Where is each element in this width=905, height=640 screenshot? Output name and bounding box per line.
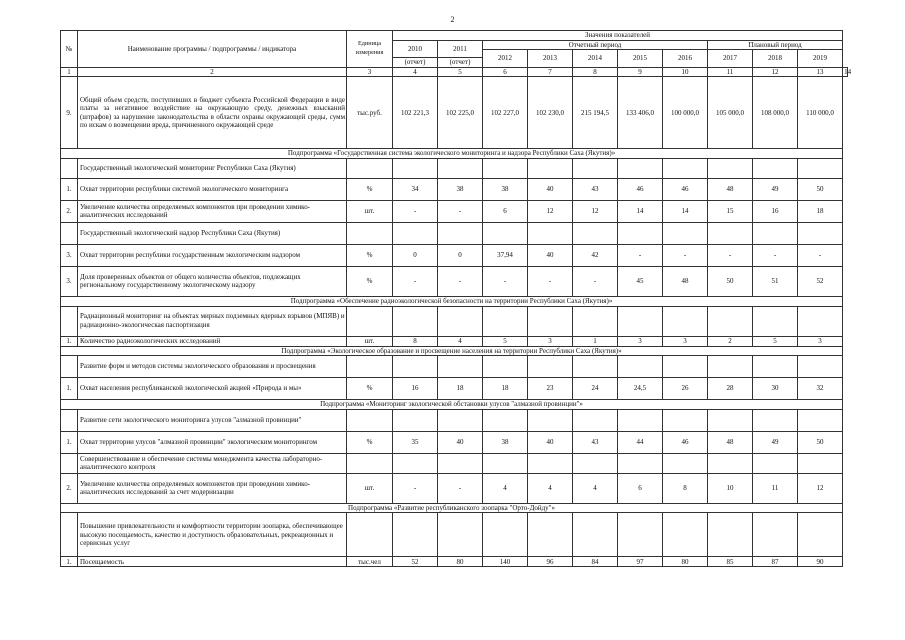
section-name: Радиационный мониторинг на объектах мирных подземных ядерных взрывов (МПЯВ) и радиационно-экологическая паспортизация [78,306,347,336]
header-year-2015: 2015 [618,50,663,68]
value-cell [528,513,573,557]
value-cell: 18 [438,378,483,400]
row-number: 1. [61,178,78,200]
value-cell: 14 [663,200,708,222]
header-report-2011: (отчет) [438,58,483,68]
value-cell [393,513,438,557]
indicator-name: Увеличение количества определяемых компонентов при проведении химико-аналитических исследований [78,200,347,222]
unit-cell [347,158,393,178]
value-cell: 40 [528,431,573,453]
header-year-2011: 2011 [438,40,483,58]
value-cell: 40 [528,178,573,200]
value-cell: 110 000,0 [798,77,843,149]
value-cell: 6 [618,473,663,503]
value-cell: 24,5 [618,378,663,400]
section-name: Развитие форм и методов системы экологического образования и просвещения [78,356,347,378]
value-cell [528,356,573,378]
value-cell: 18 [483,378,528,400]
value-cell: 16 [753,200,798,222]
indicator-name: Общий объем средств, поступивших в бюджет субъекта Российской Федерации в виде платы за негативное воздействие на окружающую среду, денежных взысканий (штрафов) за нарушение законодательства в области охраны окружающей среды, сумм по искам о возмещении вреда, причиненного окружающей среде [78,77,347,149]
indicator-row [61,336,848,346]
section-row [61,513,848,557]
value-cell: 18 [798,200,843,222]
indicator-name: Количество радиоэкологических исследований [78,336,347,346]
value-cell [573,158,618,178]
value-cell: 43 [573,178,618,200]
value-cell: 96 [528,557,573,567]
value-cell: 6 [483,200,528,222]
section-name: Государственный экологический надзор Республики Саха (Якутия) [78,222,347,244]
section-row [61,306,848,336]
value-cell [483,356,528,378]
subprogram-row [61,149,848,159]
subprogram-title: Подпрограмма «Экологическое образование и просвещение населения на территории Республики Саха (Якутия)» [61,346,843,356]
value-cell [618,222,663,244]
row-number [61,158,78,178]
value-cell [798,453,843,473]
indicators-table [60,30,852,567]
value-cell [393,356,438,378]
value-cell [708,453,753,473]
row-number [61,409,78,431]
indicator-row [61,266,848,296]
value-cell: 16 [393,378,438,400]
value-cell: 80 [663,557,708,567]
value-cell [798,409,843,431]
value-cell: 1 [573,336,618,346]
value-cell: 44 [618,431,663,453]
header-year-2018: 2018 [753,50,798,68]
value-cell [753,306,798,336]
value-cell [753,222,798,244]
value-cell: 32 [798,378,843,400]
value-cell: 50 [798,431,843,453]
indicator-row [61,200,848,222]
value-cell: 48 [708,178,753,200]
value-cell: 38 [483,178,528,200]
value-cell: 4 [573,473,618,503]
value-cell [618,356,663,378]
value-cell: - [708,244,753,266]
value-cell: 50 [708,266,753,296]
value-cell [393,453,438,473]
value-cell [528,222,573,244]
value-cell: 84 [573,557,618,567]
indicator-row [61,244,848,266]
row-number [61,306,78,336]
value-cell [573,513,618,557]
value-cell: 108 000,0 [753,77,798,149]
value-cell [663,453,708,473]
row-number [61,513,78,557]
value-cell [798,513,843,557]
value-cell: 14 [618,200,663,222]
value-cell [483,453,528,473]
row-number: 1. [61,378,78,400]
header-year-2016: 2016 [663,50,708,68]
column-index: 4 [393,67,438,77]
section-row [61,409,848,431]
value-cell [618,306,663,336]
header-year-2014: 2014 [573,50,618,68]
value-cell: 0 [393,244,438,266]
unit-cell: шт. [347,336,393,346]
value-cell [483,513,528,557]
indicator-name: Охват территории республики системой экологического мониторинга [78,178,347,200]
indicator-row [61,473,848,503]
value-cell [618,409,663,431]
value-cell [753,453,798,473]
column-index: 13 [798,67,843,77]
column-index: 1 [61,67,78,77]
value-cell [753,356,798,378]
unit-cell [347,306,393,336]
header-year-2019: 2019 [798,50,843,68]
unit-cell: % [347,178,393,200]
header-row-1 [61,31,848,41]
value-cell [573,409,618,431]
header-values-title: Значения показателей [393,31,843,41]
column-index: 8 [573,67,618,77]
indicator-row [61,378,848,400]
value-cell [573,453,618,473]
column-index: 11 [708,67,753,77]
value-cell: 3 [663,336,708,346]
value-cell [708,158,753,178]
value-cell [618,513,663,557]
value-cell: 5 [753,336,798,346]
value-cell [393,409,438,431]
header-year-2012: 2012 [483,50,528,68]
subprogram-title: Подпрограмма «Обеспечение радиоэкологической безопасности на территории Республики Саха (Якутия)» [61,296,843,306]
value-cell: 49 [753,178,798,200]
value-cell: 46 [618,178,663,200]
value-cell: 40 [438,431,483,453]
value-cell: 12 [573,200,618,222]
header-name: Наименование программы / подпрограммы / индикатора [78,31,347,68]
value-cell: 3 [618,336,663,346]
value-cell [528,409,573,431]
section-row [61,453,848,473]
subprogram-row [61,503,848,513]
value-cell: 3 [528,336,573,346]
value-cell [483,222,528,244]
section-row [61,158,848,178]
value-cell: 48 [663,266,708,296]
value-cell [438,158,483,178]
row-number [61,453,78,473]
subprogram-row [61,400,848,410]
section-name: Повышение привлекательности и комфортности территории зоопарка, обеспечивающее высокую посещаемость, качество и доступность образовательных, рекреационных и сервисных услуг [78,513,347,557]
unit-cell [347,513,393,557]
value-cell: 49 [753,431,798,453]
row-number: 3. [61,244,78,266]
row-number: 9. [61,77,78,149]
unit-cell: % [347,244,393,266]
column-index: 2 [78,67,347,77]
header-report-2010: (отчет) [393,58,438,68]
subprogram-row [61,296,848,306]
value-cell: 37,94 [483,244,528,266]
value-cell: - [438,200,483,222]
value-cell: 4 [438,336,483,346]
value-cell: - [393,266,438,296]
unit-cell: шт. [347,473,393,503]
value-cell: - [528,266,573,296]
unit-cell [347,356,393,378]
value-cell [438,356,483,378]
column-index: 5 [438,67,483,77]
value-cell [708,222,753,244]
value-cell [483,158,528,178]
header-index-row [61,67,848,77]
value-cell [528,158,573,178]
value-cell [708,409,753,431]
value-cell: 97 [618,557,663,567]
value-cell: 133 406,0 [618,77,663,149]
value-cell [798,306,843,336]
indicator-name: Охват территории улусов "алмазной провинции" экологическим мониторингом [78,431,347,453]
value-cell: 87 [753,557,798,567]
value-cell: - [483,266,528,296]
value-cell: 11 [753,473,798,503]
value-cell: - [753,244,798,266]
column-index: 12 [753,67,798,77]
column-index: 14 [844,67,852,76]
value-cell: 34 [393,178,438,200]
value-cell: 85 [708,557,753,567]
value-cell: 46 [663,431,708,453]
column-index: 7 [528,67,573,77]
value-cell [663,222,708,244]
value-cell [708,356,753,378]
value-cell: 102 230,0 [528,77,573,149]
row-number: 1. [61,557,78,567]
value-cell: 102 221,3 [393,77,438,149]
row-number [61,356,78,378]
value-cell: 12 [798,473,843,503]
value-cell: 45 [618,266,663,296]
value-cell: 3 [798,336,843,346]
value-cell [663,306,708,336]
indicator-name: Охват территории республики государственным экологическим надзором [78,244,347,266]
section-row [61,222,848,244]
section-name: Развитие сети экологического мониторинга улусов "алмазной провинции" [78,409,347,431]
header-plan-period: Плановый период [708,40,843,50]
value-cell: 90 [798,557,843,567]
value-cell [618,453,663,473]
indicator-name: Доля проверенных объектов от общего количества объектов, подлежащих региональному государственному экологическому надзору [78,266,347,296]
value-cell: 23 [528,378,573,400]
value-cell [573,356,618,378]
column-index: 3 [347,67,393,77]
value-cell: - [393,200,438,222]
value-cell: 215 194,5 [573,77,618,149]
value-cell [663,409,708,431]
column-index: 9 [618,67,663,77]
value-cell: 8 [393,336,438,346]
value-cell [438,513,483,557]
value-cell: 12 [528,200,573,222]
value-cell: - [618,244,663,266]
value-cell: - [438,473,483,503]
value-cell: 140 [483,557,528,567]
value-cell [663,158,708,178]
section-name: Совершенствование и обеспечение системы менеджмента качества лабораторно-аналитического контроля [78,453,347,473]
value-cell: 102 225,0 [438,77,483,149]
indicator-name: Посещаемость [78,557,347,567]
value-cell [438,453,483,473]
unit-cell [347,409,393,431]
unit-cell [347,222,393,244]
unit-cell: % [347,378,393,400]
value-cell [393,222,438,244]
value-cell [663,513,708,557]
value-cell: 0 [438,244,483,266]
value-cell [753,158,798,178]
value-cell [798,356,843,378]
value-cell: 38 [483,431,528,453]
value-cell: 52 [393,557,438,567]
value-cell: - [663,244,708,266]
value-cell: 102 227,0 [483,77,528,149]
value-cell [663,356,708,378]
row-number: 1. [61,336,78,346]
value-cell [573,222,618,244]
column-index: 10 [663,67,708,77]
unit-cell: тыс.руб. [347,77,393,149]
indicator-name: Охват населения республиканской экологической акцией «Природа и мы» [78,378,347,400]
indicator-name: Увеличение количества определяемых компонентов при проведении химико-аналитических исследований за счет модернизации [78,473,347,503]
value-cell: 2 [708,336,753,346]
value-cell: 80 [438,557,483,567]
value-cell [528,306,573,336]
value-cell: 4 [483,473,528,503]
value-cell [708,306,753,336]
value-cell: 48 [708,431,753,453]
value-cell [438,409,483,431]
subprogram-title: Подпрограмма «Развитие республиканского зоопарка "Орто-Дойду"» [61,503,843,513]
value-cell: - [393,473,438,503]
value-cell: 10 [708,473,753,503]
header-year-2013: 2013 [528,50,573,68]
value-cell [618,158,663,178]
value-cell: 50 [798,178,843,200]
unit-cell: шт. [347,200,393,222]
value-cell [393,306,438,336]
value-cell: 26 [663,378,708,400]
value-cell: 15 [708,200,753,222]
indicator-row [61,557,848,567]
subprogram-title: Подпрограмма «Государственная система экологического мониторинга и надзора Республики Саха (Якутия)» [61,149,843,159]
value-cell: 42 [573,244,618,266]
value-cell: 8 [663,473,708,503]
indicator-row [61,77,848,149]
value-cell: 38 [438,178,483,200]
value-cell: - [573,266,618,296]
value-cell [753,409,798,431]
value-cell [798,158,843,178]
value-cell [483,306,528,336]
page-number: 2 [450,15,455,24]
value-cell: 105 000,0 [708,77,753,149]
value-cell: 51 [753,266,798,296]
value-cell: - [798,244,843,266]
value-cell: - [438,266,483,296]
row-number [61,222,78,244]
value-cell: 43 [573,431,618,453]
row-number: 2. [61,473,78,503]
unit-cell: % [347,431,393,453]
indicator-row [61,178,848,200]
value-cell: 40 [528,244,573,266]
subprogram-title: Подпрограмма «Мониторинг экологической обстановки улусов "алмазной провинции"» [61,400,843,410]
value-cell: 5 [483,336,528,346]
value-cell [438,306,483,336]
value-cell: 4 [528,473,573,503]
header-unit: Единица измерения [347,31,393,68]
subprogram-row [61,346,848,356]
section-name: Государственный экологический мониторинг Республики Саха (Якутия) [78,158,347,178]
value-cell: 52 [798,266,843,296]
value-cell [708,513,753,557]
value-cell: 35 [393,431,438,453]
value-cell: 28 [708,378,753,400]
value-cell [393,158,438,178]
value-cell [438,222,483,244]
header-year-2010: 2010 [393,40,438,58]
value-cell: 24 [573,378,618,400]
value-cell [483,409,528,431]
unit-cell: % [347,266,393,296]
indicator-row [61,431,848,453]
section-row [61,356,848,378]
row-number: 2. [61,200,78,222]
column-index: 6 [483,67,528,77]
value-cell [798,222,843,244]
header-num: № [61,31,78,68]
header-year-2017: 2017 [708,50,753,68]
value-cell: 30 [753,378,798,400]
row-number: 3. [61,266,78,296]
unit-cell [347,453,393,473]
value-cell [753,513,798,557]
header-reporting-period: Отчетный период [483,40,708,50]
value-cell [573,306,618,336]
row-number: 1. [61,431,78,453]
value-cell: 46 [663,178,708,200]
value-cell [528,453,573,473]
unit-cell: тыс.чел [347,557,393,567]
value-cell: 100 000,0 [663,77,708,149]
